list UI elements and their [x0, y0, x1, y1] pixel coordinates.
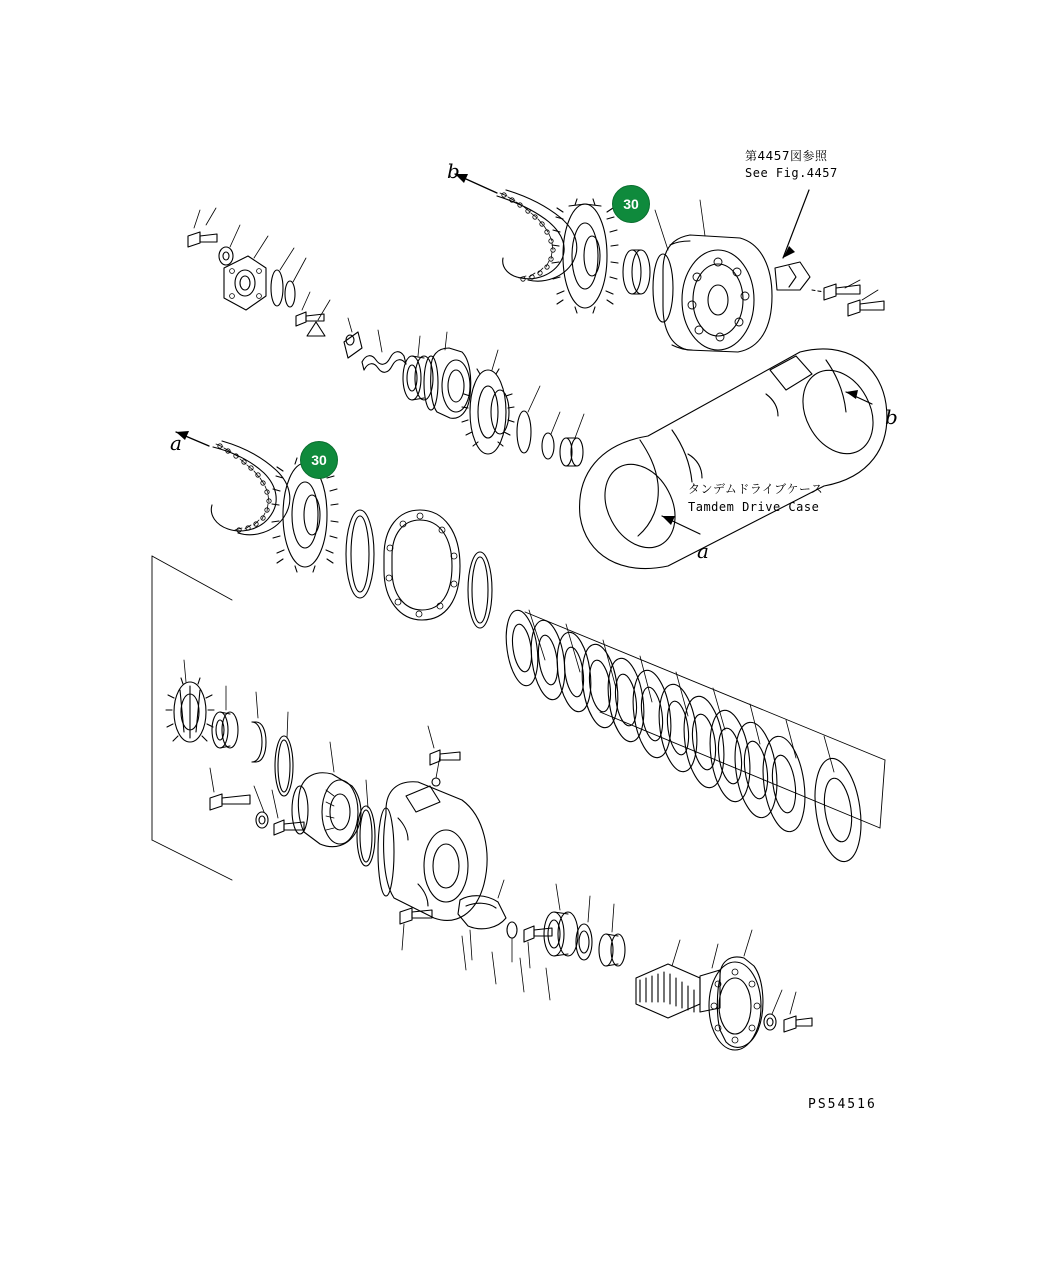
- callout-marker-30-lower[interactable]: 30: [300, 441, 338, 479]
- section-label-b-top: b: [447, 159, 460, 183]
- see-fig-label-en: See Fig.4457: [745, 166, 838, 180]
- drawing-code: PS54516: [808, 1097, 877, 1112]
- see-fig-label-jp: 第4457図参照: [745, 149, 828, 163]
- section-label-a-bottom: a: [697, 539, 709, 563]
- tandem-drive-case-label-en: Tamdem Drive Case: [688, 500, 820, 514]
- callout-marker-30-upper[interactable]: 30: [612, 185, 650, 223]
- section-label-b-right: b: [885, 405, 898, 429]
- section-label-a-top: a: [170, 431, 182, 455]
- tandem-drive-case-label-jp: タンデムドライブケース: [688, 482, 824, 496]
